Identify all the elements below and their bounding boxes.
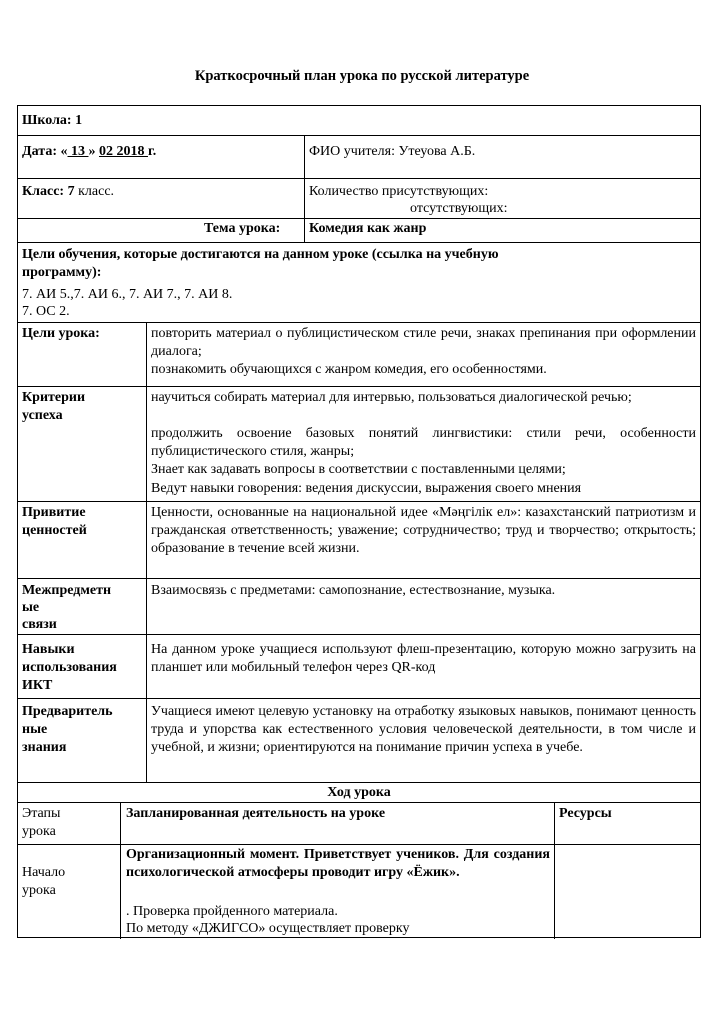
values-label-line-2: ценностей — [22, 523, 87, 538]
objectives-codes-line-2: 7. ОС 2. — [22, 304, 70, 319]
start-stage-label-line-1: Начало — [22, 865, 66, 880]
values-label-line-1: Привитие — [22, 505, 86, 520]
column-divider — [146, 322, 147, 782]
interdisciplinary-label-line-2: ые — [22, 600, 40, 615]
class-suffix: класс. — [74, 184, 115, 199]
values-text: Ценности, основанные на национальной идее «Мәңгілік ел»: казахстанский патриотизм и гражданская ответственность; уважение; сотрудничество; труд и творчество; открытость; образование в течение всей жизни. — [151, 505, 696, 556]
objectives-heading-line-2: программу): — [22, 265, 102, 280]
interdisciplinary-label-line-1: Межпредметн — [22, 583, 112, 598]
prior-knowledge-text: Учащиеся имеют целевую установку на отработку языковых навыков, понимают ценность труда и упорства как естественного условия человеческой деятельности, в том числе и учебной, и жизни; ориентируются на понимание причин успеха в учебе. — [151, 704, 696, 755]
lesson-aims-label: Цели урока: — [22, 326, 100, 341]
row-divider — [18, 218, 700, 219]
activity-header: Запланированная деятельность на уроке — [126, 806, 386, 821]
column-divider — [554, 802, 555, 939]
criteria-label-line-2: успеха — [22, 408, 63, 423]
date-label: Дата: « — [22, 144, 68, 159]
interdisciplinary-text: Взаимосвязь с предметами: самопознание, естествознание, музыка. — [151, 583, 556, 598]
criteria-text-3: Знает как задавать вопросы в соответствии с поставленными целями; — [151, 462, 566, 477]
lesson-aims-text-2: познакомить обучающихся с жанром комедия, его особенностями. — [151, 362, 547, 377]
prior-knowledge-label-line-2: ные — [22, 722, 48, 737]
row-divider — [18, 698, 700, 699]
objectives-heading-line-1: Цели обучения, которые достигаются на данном уроке (ссылка на учебную — [22, 247, 499, 262]
prior-knowledge-label-line-3: знания — [22, 740, 67, 755]
absent-count-label: отсутствующих: — [410, 201, 508, 216]
ict-label-line-1: Навыки — [22, 642, 75, 657]
criteria-label-line-1: Критерии — [22, 390, 86, 405]
criteria-text-2: продолжить освоение базовых понятий лингвистики: стили речи, особенности публицистического стиля, жанры; — [151, 426, 696, 459]
prior-knowledge-label-line-1: Предваритель — [22, 704, 113, 719]
row-divider — [18, 386, 700, 387]
date-year: 2018 — [116, 144, 148, 159]
organizational-moment-text: Организационный момент. Приветствует учеников. Для создания психологической атмосферы проводит игру «Ёжик». — [126, 847, 550, 880]
document-title: Краткосрочный план урока по русской литературе — [194, 68, 530, 84]
lesson-aims-text: повторить материал о публицистическом стиле речи, знаках препинания при оформлении диалога; — [151, 326, 696, 359]
objectives-codes-line-1: 7. АИ 5.,7. АИ 6., 7. АИ 7., 7. АИ 8. — [22, 287, 233, 302]
ict-label-line-3: ИКТ — [22, 678, 53, 693]
date-month: 02 — [98, 144, 117, 159]
column-divider — [304, 135, 305, 242]
column-divider — [120, 802, 121, 939]
school-label: Школа: 1 — [22, 113, 83, 128]
resources-header: Ресурсы — [559, 806, 612, 821]
row-divider — [18, 782, 700, 783]
row-divider — [18, 322, 700, 323]
stages-header-line-1: Этапы — [22, 806, 61, 821]
topic-value: Комедия как жанр — [309, 221, 427, 236]
row-divider — [18, 501, 700, 502]
row-divider — [18, 135, 700, 136]
row-divider — [18, 242, 700, 243]
start-stage-label-line-2: урока — [22, 883, 56, 898]
review-text-line-2: По методу «ДЖИГСО» осуществляет проверку — [126, 921, 410, 936]
stages-header-line-2: урока — [22, 824, 56, 839]
class-field — [22, 183, 114, 201]
ict-label-line-2: использования — [22, 660, 117, 675]
ict-text: На данном уроке учащиеся используют флеш-презентацию, которую можно загрузить на планшет или мобильный телефон через QR-код — [151, 642, 696, 675]
date-field — [22, 143, 156, 161]
date-separator: » — [88, 144, 99, 159]
date-day: 13 — [67, 144, 89, 159]
progress-heading: Ход урока — [327, 785, 391, 800]
review-text-line-1: . Проверка пройденного материала. — [126, 904, 338, 919]
interdisciplinary-label-line-3: связи — [22, 617, 57, 632]
present-count-label: Количество присутствующих: — [309, 184, 489, 199]
date-suffix: г. — [147, 144, 157, 159]
topic-label: Тема урока: — [204, 221, 281, 236]
row-divider — [18, 634, 700, 635]
teacher-name: ФИО учителя: Утеуова А.Б. — [309, 144, 476, 159]
lesson-plan-table — [17, 105, 701, 938]
criteria-text-1: научиться собирать материал для интервью, пользоваться диалогической речью; — [151, 390, 632, 405]
row-divider — [18, 178, 700, 179]
row-divider — [18, 578, 700, 579]
class-label: Класс: 7 — [22, 184, 75, 199]
criteria-text-4: Ведут навыки говорения: ведения дискуссии, выражения своего мнения — [151, 481, 582, 496]
